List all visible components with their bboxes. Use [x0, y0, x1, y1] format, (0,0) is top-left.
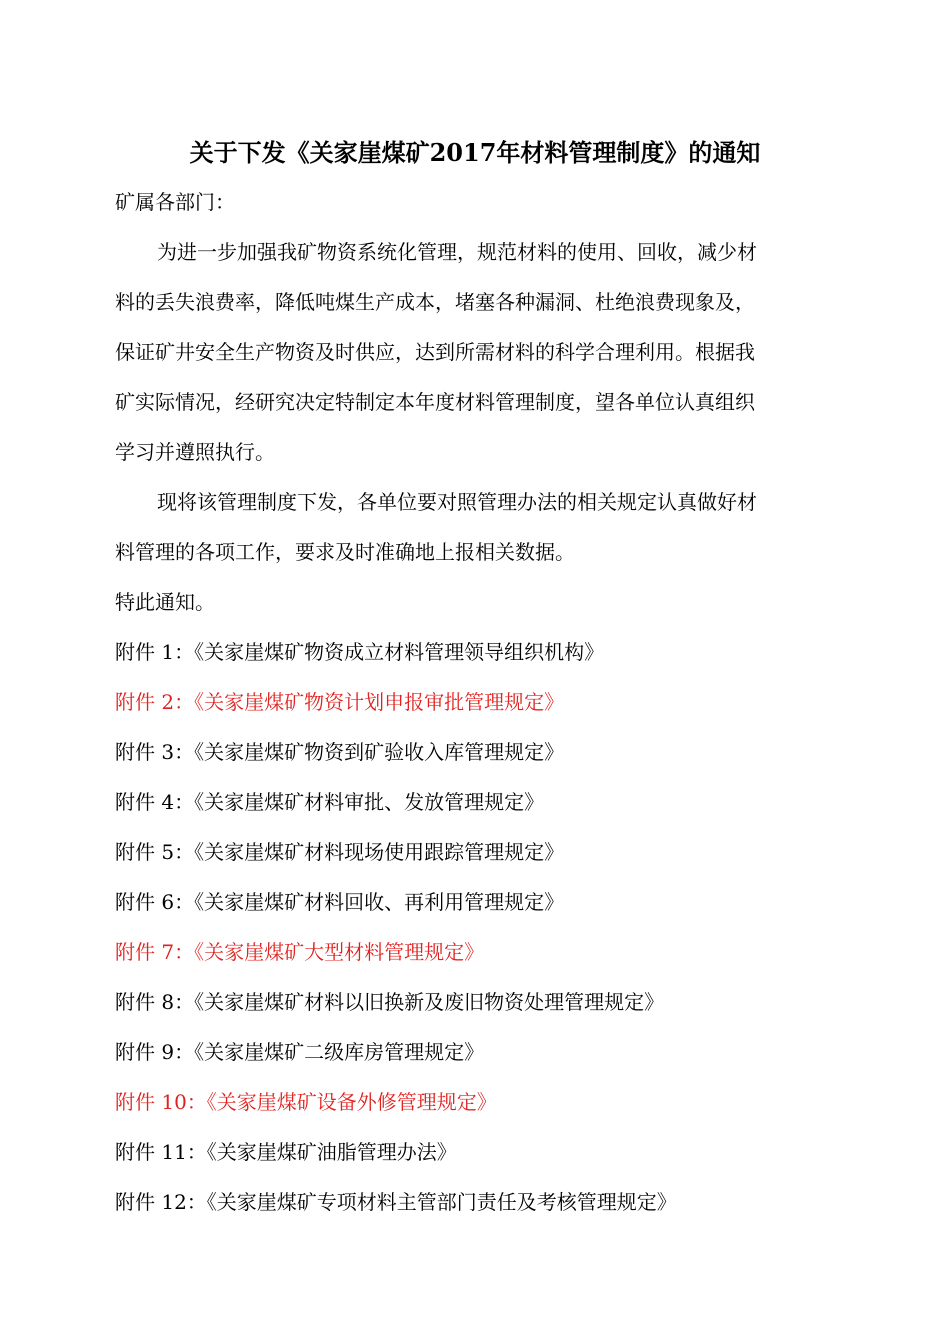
paragraph-1-line-1: 为进一步加强我矿物资系统化管理，规范材料的使用、回收，减少材 — [157, 240, 757, 264]
paragraph-1-line-4: 矿实际情况，经研究决定特制定本年度材料管理制度，望各单位认真组织 — [115, 390, 755, 414]
paragraph-1-line-5: 学习并遵照执行。 — [115, 440, 275, 464]
attachment-item: 附件 2：《关家崖煤矿物资计划申报审批管理规定》 — [115, 690, 565, 714]
attachment-item: 附件 5：《关家崖煤矿材料现场使用跟踪管理规定》 — [115, 840, 565, 864]
attachment-item: 附件 7：《关家崖煤矿大型材料管理规定》 — [115, 940, 485, 964]
attachment-item: 附件 12：《关家崖煤矿专项材料主管部门责任及考核管理规定》 — [115, 1190, 677, 1214]
attachment-item: 附件 9：《关家崖煤矿二级库房管理规定》 — [115, 1040, 485, 1064]
attachment-item: 附件 4：《关家崖煤矿材料审批、发放管理规定》 — [115, 790, 545, 814]
paragraph-2-line-2: 料管理的各项工作，要求及时准确地上报相关数据。 — [115, 540, 575, 564]
document-title: 关于下发《关家崖煤矿2017年材料管理制度》的通知 — [189, 138, 761, 167]
attachment-item: 附件 11：《关家崖煤矿油脂管理办法》 — [115, 1140, 457, 1164]
attachment-item: 附件 10：《关家崖煤矿设备外修管理规定》 — [115, 1090, 497, 1114]
salutation: 矿属各部门： — [115, 190, 235, 214]
paragraph-1-line-3: 保证矿井安全生产物资及时供应，达到所需材料的科学合理利用。根据我 — [115, 340, 755, 364]
closing-line: 特此通知。 — [115, 590, 215, 614]
attachment-item: 附件 6：《关家崖煤矿材料回收、再利用管理规定》 — [115, 890, 565, 914]
attachment-item: 附件 1：《关家崖煤矿物资成立材料管理领导组织机构》 — [115, 640, 605, 664]
paragraph-1-line-2: 料的丢失浪费率，降低吨煤生产成本，堵塞各种漏洞、杜绝浪费现象及， — [115, 290, 755, 314]
paragraph-2-line-1: 现将该管理制度下发，各单位要对照管理办法的相关规定认真做好材 — [157, 490, 757, 514]
attachment-item: 附件 8：《关家崖煤矿材料以旧换新及废旧物资处理管理规定》 — [115, 990, 665, 1014]
attachment-item: 附件 3：《关家崖煤矿物资到矿验收入库管理规定》 — [115, 740, 565, 764]
